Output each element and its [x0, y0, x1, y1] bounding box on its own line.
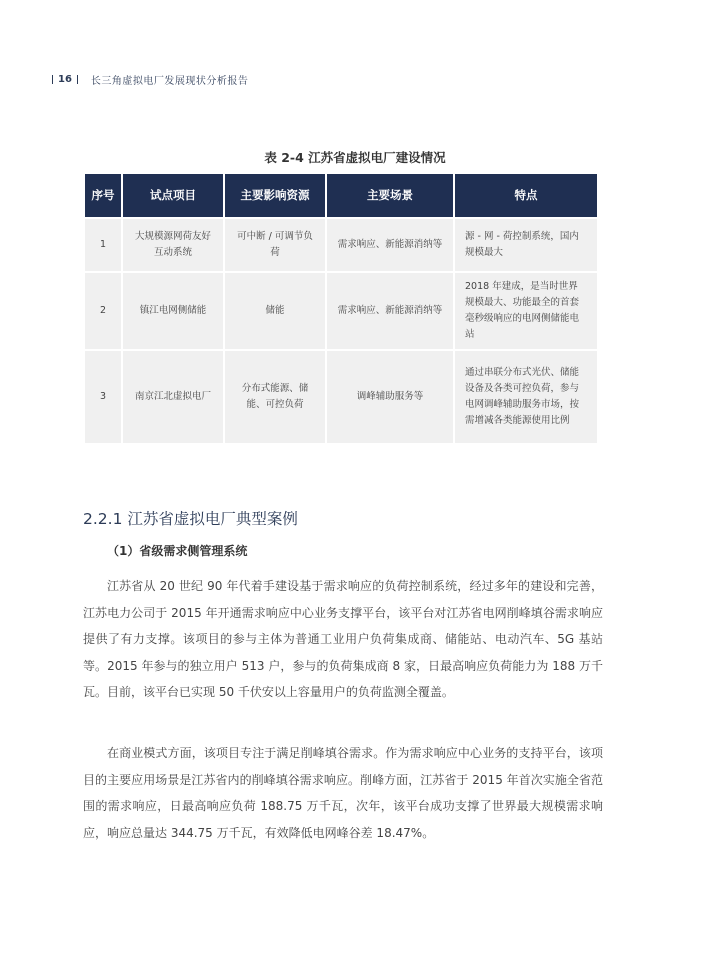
cell-feature: 2018 年建成，是当时世界规模最大、功能最全的首套毫秒级响应的电网侧储能电站 [455, 273, 597, 349]
table-row [85, 273, 597, 349]
cell-project: 南京江北虚拟电厂 [123, 351, 223, 443]
cell-scenario: 需求响应、新能源消纳等 [327, 219, 453, 271]
sub-heading: （1）省级需求侧管理系统 [107, 544, 248, 558]
section-heading: 2.2.1 江苏省虚拟电厂典型案例 [83, 510, 298, 528]
body-paragraph: 在商业模式方面，该项目专注于满足削峰填谷需求。作为需求响应中心业务的支持平台，该项目的主要应用场景是江苏省内的削峰填谷需求响应。削峰方面，江苏省于 2015 年首次实施全省范围的需求响应，日最高响应负荷 188.75 万千瓦，次年，该平台成功支撑了世界最大规模需求响应，响应总量达 344.75 万千瓦，有效降低电网峰谷差 18.47%。 [83, 746, 603, 840]
cell-feature: 源 - 网 - 荷控制系统，国内规模最大 [455, 219, 597, 271]
page-number: 16 [58, 74, 72, 85]
cell-project: 大规模源网荷友好互动系统 [123, 219, 223, 271]
table-row [85, 351, 597, 443]
table-row [85, 219, 597, 271]
cell-resources: 分布式能源、储能、可控负荷 [225, 351, 325, 443]
column-header-feature: 特点 [455, 174, 597, 217]
cell-resources: 储能 [225, 273, 325, 349]
column-header-resources: 主要影响资源 [225, 174, 325, 217]
cell-scenario: 需求响应、新能源消纳等 [327, 273, 453, 349]
running-title: 长三角虚拟电厂发展现状分析报告 [90, 76, 249, 87]
cell-resources: 可中断 / 可调节负荷 [225, 219, 325, 271]
column-header-project: 试点项目 [123, 174, 223, 217]
header-divider [52, 75, 53, 84]
header-divider [77, 75, 78, 84]
table-header-row [85, 174, 597, 217]
running-header [47, 72, 248, 87]
body-paragraph: 江苏省从 20 世纪 90 年代着手建设基于需求响应的负荷控制系统，经过多年的建设和完善，江苏电力公司于 2015 年开通需求响应中心业务支撑平台，该平台对江苏省电网削峰填谷需求响应提供了有力支撑。该项目的参与主体为普通工业用户负荷集成商、储能站、电动汽车、5G 基站等。2015 年参与的独立用户 513 户，参与的负荷集成商 8 家，日最高响应负荷能力为 188 万千瓦。目前，该平台已实现 50 千伏安以上容量用户的负荷监测全覆盖。 [83, 579, 603, 699]
virtual-power-plant-table [83, 172, 599, 445]
cell-feature: 通过串联分布式光伏、储能设备及各类可控负荷，参与电网调峰辅助服务市场，按需增减各类能源使用比例 [455, 351, 597, 443]
table-caption: 表 2-4 江苏省虚拟电厂建设情况 [264, 150, 446, 165]
cell-no: 1 [85, 219, 121, 271]
cell-project: 镇江电网侧储能 [123, 273, 223, 349]
cell-no: 3 [85, 351, 121, 443]
cell-no: 2 [85, 273, 121, 349]
column-header-scenario: 主要场景 [327, 174, 453, 217]
column-header-no: 序号 [85, 174, 121, 217]
cell-scenario: 调峰辅助服务等 [327, 351, 453, 443]
